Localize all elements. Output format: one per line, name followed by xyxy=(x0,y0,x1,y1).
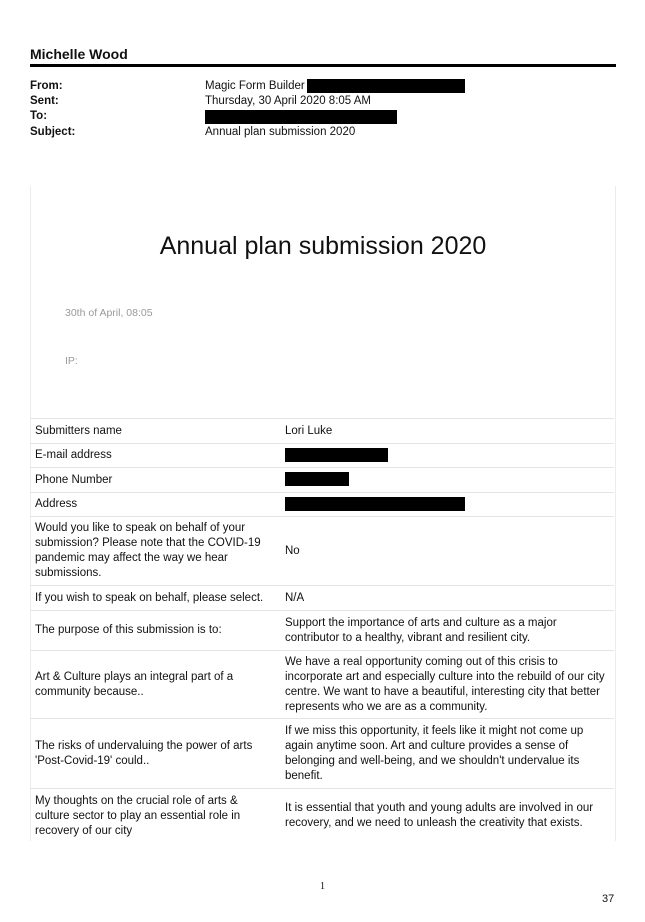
table-row xyxy=(30,419,614,444)
table-row xyxy=(30,468,614,493)
answer-cell: We have a real opportunity coming out of this crisis to incorporate art and especially culture into the rebuild of our city centre. We want to have a beautiful, interesting city that better represents who we are as a community. xyxy=(280,651,614,719)
page-number: 1 xyxy=(320,881,325,892)
from-value: Magic Form Builder xyxy=(205,80,305,92)
question-cell: The purpose of this submission is to: xyxy=(30,611,280,651)
redacted-email xyxy=(285,448,388,462)
subject-value: Annual plan submission 2020 xyxy=(205,126,356,138)
submission-table xyxy=(30,418,614,844)
redacted-address xyxy=(285,497,465,511)
question-cell: My thoughts on the crucial role of arts & culture sector to play an essential role in recovery of our city xyxy=(30,789,280,844)
question-cell: Address xyxy=(30,493,280,517)
table-row xyxy=(30,611,614,651)
answer-cell xyxy=(280,493,614,517)
question-cell: E-mail address xyxy=(30,444,280,468)
table-row xyxy=(30,586,614,611)
answer-cell xyxy=(280,468,614,493)
table-row xyxy=(30,444,614,468)
from-label: From: xyxy=(30,80,63,92)
sent-value: Thursday, 30 April 2020 8:05 AM xyxy=(205,95,371,107)
answer-cell: N/A xyxy=(280,586,614,611)
table-row xyxy=(30,517,614,586)
table-row xyxy=(30,719,614,789)
redacted-from-address xyxy=(307,79,465,93)
answer-cell: It is essential that youth and young adults are involved in our recovery, and we need to unleash the creativity that exists. xyxy=(280,789,614,844)
question-cell: The risks of undervaluing the power of arts 'Post-Covid-19' could.. xyxy=(30,719,280,789)
submission-date: 30th of April, 08:05 xyxy=(65,307,153,319)
question-cell: Phone Number xyxy=(30,468,280,493)
form-title: Annual plan submission 2020 xyxy=(159,232,487,260)
question-cell: Submitters name xyxy=(30,419,280,444)
question-cell: Art & Culture plays an integral part of a community because.. xyxy=(30,651,280,719)
table-row xyxy=(30,651,614,719)
subject-label: Subject: xyxy=(30,126,76,138)
question-cell: If you wish to speak on behalf, please select. xyxy=(30,586,280,611)
ip-label: IP: xyxy=(65,355,78,367)
document-number: 37 xyxy=(602,893,615,905)
answer-cell: Support the importance of arts and culture as a major contributor to a healthy, vibrant and resilient city. xyxy=(280,611,614,651)
table-row xyxy=(30,789,614,844)
table-row xyxy=(30,493,614,517)
answer-cell: No xyxy=(280,517,614,586)
answer-cell xyxy=(280,444,614,468)
sender-name: Michelle Wood xyxy=(30,46,128,62)
answer-cell: If we miss this opportunity, it feels like it might not come up again anytime soon. Art and culture provides a sense of belonging and well-being, and we shouldn't undervalue its benefit. xyxy=(280,719,614,789)
question-cell: Would you like to speak on behalf of your submission? Please note that the COVID-19 pandemic may affect the way we hear submissions. xyxy=(30,517,280,586)
to-label: To: xyxy=(30,110,48,122)
redacted-phone xyxy=(285,472,349,486)
answer-cell: Lori Luke xyxy=(280,419,614,444)
header-rule xyxy=(30,64,616,67)
sent-label: Sent: xyxy=(30,95,59,107)
redacted-to-address xyxy=(205,110,397,124)
